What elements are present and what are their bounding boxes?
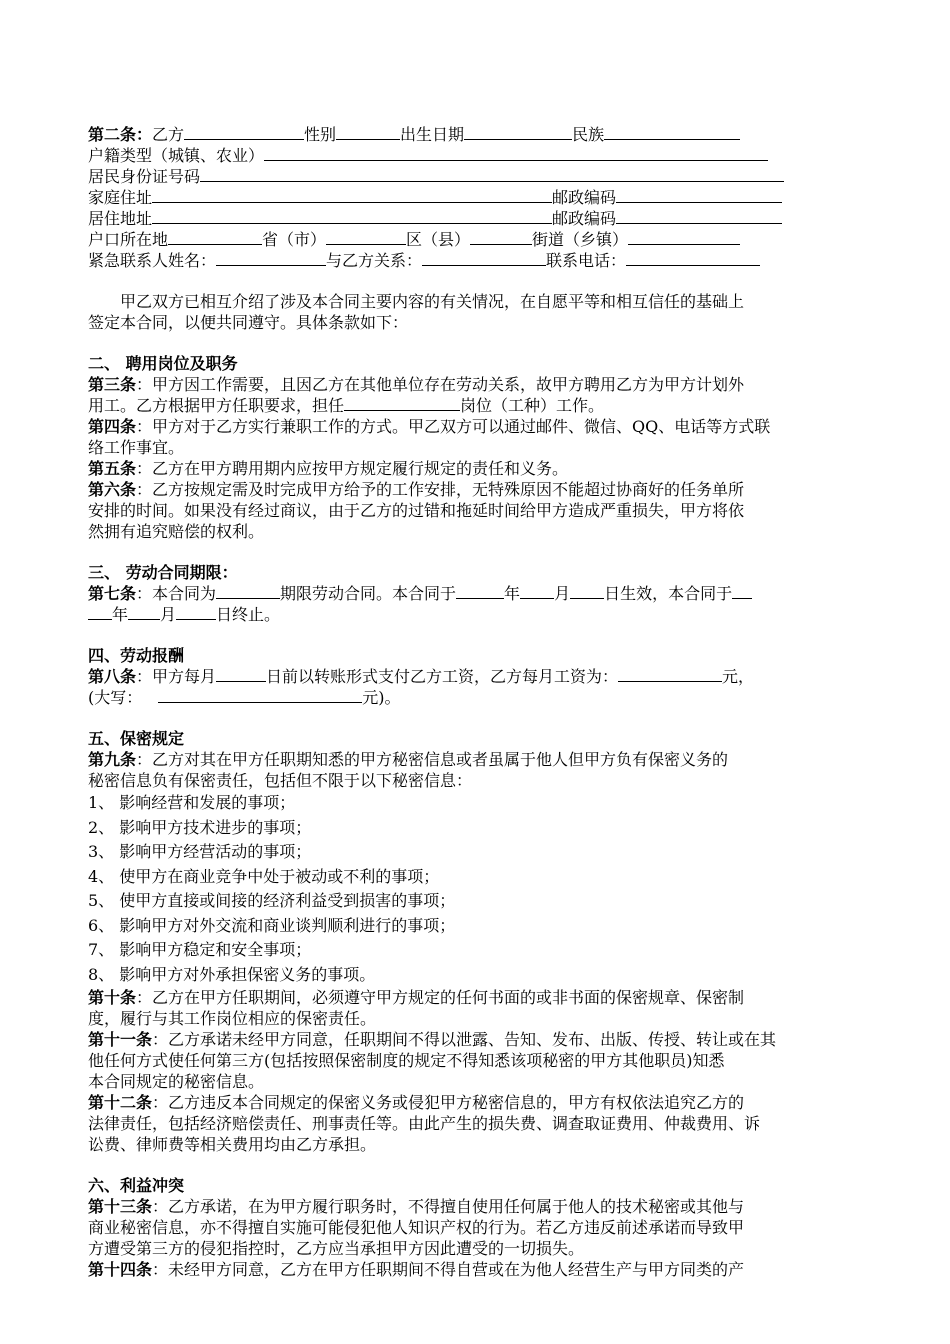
a3-text3: 岗位（工种）工作。 — [460, 396, 605, 415]
a5-line1 — [88, 458, 863, 479]
district-blank[interactable] — [326, 229, 406, 245]
street-name-blank[interactable] — [628, 229, 740, 245]
a11-text1: ：乙方承诺未经甲方同意，任职期间不得以泄露、告知、发布、出版、传授、转让或在其 — [152, 1030, 777, 1049]
hukou-loc-label: 户口所在地 — [88, 230, 169, 249]
a7-line1 — [88, 583, 863, 604]
intro-line1: 甲乙双方已相互介绍了涉及本合同主要内容的有关情况，在自愿平等和相互信任的基础上 — [120, 292, 745, 311]
a7-text2: 期限劳动合同。本合同于 — [280, 584, 457, 603]
a9-label: 第九条 — [88, 750, 137, 769]
a7-text1: ：本合同为 — [136, 584, 217, 603]
start-month-blank[interactable] — [520, 583, 554, 599]
start-day-blank[interactable] — [570, 583, 604, 599]
a7-month1: 月 — [554, 584, 571, 603]
province-label: 省（市） — [262, 230, 327, 249]
emergency-name-label: 紧急联系人姓名： — [88, 251, 217, 270]
a13-line2: 商业秘密信息，亦不得擅自实施可能侵犯他人知识产权的行为。若乙方违反前述承诺而导致甲 — [88, 1218, 745, 1237]
a14-line1 — [88, 1259, 863, 1280]
a9-text1: ：乙方对其在甲方任职期知悉的甲方秘密信息或者虽属于他人但甲方负有保密义务的 — [136, 750, 729, 769]
a10-line2: 度，履行与其工作岗位相应的保密责任。 — [88, 1009, 377, 1028]
a6-text1: ：乙方按规定需及时完成甲方给予的工作安排，无特殊原因不能超过协商好的任务单所 — [136, 480, 745, 499]
section-2-title: 二、 聘用岗位及职务 — [88, 354, 238, 373]
a11-label: 第十一条 — [88, 1030, 153, 1049]
hukou-type-label: 户籍类型（城镇、农业） — [88, 146, 265, 165]
a6-line2: 安排的时间。如果没有经过商议，由于乙方的过错和拖延时间给甲方造成严重损失，甲方将依 — [88, 501, 745, 520]
a5-label: 第五条 — [88, 459, 137, 478]
a12-line3: 讼费、律师费等相关费用均由乙方承担。 — [88, 1135, 377, 1154]
a4-label: 第四条 — [88, 417, 137, 436]
intro-line2: 签定本合同，以便共同遵守。具体条款如下： — [88, 313, 409, 332]
postcode2-label: 邮政编码 — [552, 209, 617, 228]
district-label: 区（县） — [406, 230, 471, 249]
id-number-label: 居民身份证号码 — [88, 167, 201, 186]
a2-line1 — [88, 124, 863, 145]
a12-text1: ：乙方违反本合同规定的保密义务或侵犯甲方秘密信息的，甲方有权依法追究乙方的 — [152, 1093, 745, 1112]
a8-label: 第八条 — [88, 667, 137, 686]
id-number-blank[interactable] — [200, 166, 784, 182]
gender-blank[interactable] — [336, 124, 400, 140]
street-blank[interactable] — [470, 229, 532, 245]
street-label: 街道（乡镇） — [532, 230, 629, 249]
a13-label: 第十三条 — [88, 1197, 153, 1216]
a10-text1: ：乙方在甲方任职期间，必须遵守甲方规定的任何书面的或非书面的保密规章、保密制 — [136, 988, 745, 1007]
a14-text1: ：未经甲方同意，乙方在甲方任职期间不得自营或在为他人经营生产与甲方同类的产 — [152, 1260, 745, 1279]
a11-line1 — [88, 1029, 863, 1050]
a2-line4 — [88, 187, 863, 208]
list-item: 4、 使甲方在商业竞争中处于被动或不利的事项； — [88, 866, 440, 886]
a9-line1 — [88, 749, 863, 770]
end-month-blank[interactable] — [128, 604, 160, 620]
a4-text1: ：甲方对于乙方实行兼职工作的方式。甲乙双方可以通过邮件、微信、QQ、电话等方式联 — [136, 417, 771, 436]
start-year-blank[interactable] — [456, 583, 504, 599]
relation-blank[interactable] — [422, 250, 546, 266]
a13-line1 — [88, 1196, 863, 1217]
a4-line2: 络工作事宜。 — [88, 438, 185, 457]
postcode-label: 邮政编码 — [552, 188, 617, 207]
a9-line2: 秘密信息负有保密责任，包括但不限于以下秘密信息： — [88, 771, 473, 790]
a7-year2: 年 — [112, 605, 129, 624]
ethnic-blank[interactable] — [604, 124, 740, 140]
postcode2-blank[interactable] — [616, 208, 782, 224]
emergency-name-blank[interactable] — [216, 250, 326, 266]
section-3-title: 三、 劳动合同期限： — [88, 563, 238, 582]
list-item: 3、 影响甲方经营活动的事项； — [88, 842, 312, 861]
a3-line1 — [88, 374, 863, 395]
a2-line3 — [88, 166, 863, 187]
section-6-title: 六、利益冲突 — [88, 1176, 185, 1195]
a6-line3: 然拥有追究赔偿的权利。 — [88, 522, 265, 541]
a7-month2: 月 — [160, 605, 177, 624]
a8-text3: 元， — [722, 667, 755, 686]
a2-line5 — [88, 208, 863, 229]
pay-day-blank[interactable] — [216, 666, 266, 682]
a6-label: 第六条 — [88, 480, 137, 499]
a8-line1 — [88, 666, 863, 687]
a8-line2 — [88, 687, 863, 708]
relation-label: 与乙方关系： — [326, 251, 423, 270]
phone-label: 联系电话： — [546, 251, 627, 270]
a8-text2: 日前以转账形式支付乙方工资，乙方每月工资为： — [266, 667, 619, 686]
hukou-type-blank[interactable] — [264, 145, 768, 161]
a11-line2: 他任何方式使任何第三方(包括按照保密制度的规定不得知悉该项秘密的甲方其他职员)知悉 — [88, 1051, 725, 1070]
list-item: 6、 影响甲方对外交流和商业谈判顺利进行的事项； — [88, 915, 456, 935]
end-year-blank-b[interactable] — [88, 604, 112, 620]
birth-blank[interactable] — [464, 124, 572, 140]
a12-label: 第十二条 — [88, 1093, 153, 1112]
salary-blank[interactable] — [618, 666, 722, 682]
a13-line3: 方遭受第三方的侵犯指控时，乙方应当承担甲方因此遭受的一切损失。 — [88, 1239, 585, 1258]
a11-line3: 本合同规定的秘密信息。 — [88, 1072, 265, 1091]
party-b-blank[interactable] — [184, 124, 304, 140]
home-addr-label: 家庭住址 — [88, 188, 153, 207]
end-day-blank[interactable] — [176, 604, 216, 620]
salary-words-blank[interactable] — [158, 687, 362, 703]
list-item: 2、 影响甲方技术进步的事项； — [88, 817, 312, 837]
party-b-label: 乙方 — [152, 125, 185, 144]
a3-text2: 用工。乙方根据甲方任职要求，担任 — [88, 396, 345, 415]
a8-text1: ：甲方每月 — [136, 667, 217, 686]
a5-text1: ：乙方在甲方聘用期内应按甲方规定履行规定的责任和义务。 — [136, 459, 569, 478]
live-addr-blank[interactable] — [152, 208, 552, 224]
secret-items-list — [88, 791, 863, 987]
a2-line6 — [88, 229, 863, 250]
a2-label: 第二条： — [88, 125, 153, 144]
position-blank[interactable] — [344, 395, 460, 411]
list-item: 1、 影响经营和发展的事项； — [88, 793, 296, 812]
postcode-blank[interactable] — [616, 187, 782, 203]
list-item: 7、 影响甲方稳定和安全事项； — [88, 940, 312, 959]
hukou-province-blank[interactable] — [168, 229, 262, 245]
a8-text4: (大写： — [88, 688, 143, 707]
a7-year1: 年 — [504, 584, 521, 603]
section-4-title: 四、劳动报酬 — [88, 646, 185, 665]
a7-label: 第七条 — [88, 584, 137, 603]
term-blank[interactable] — [216, 583, 280, 599]
end-year-blank-a[interactable] — [732, 583, 752, 599]
ethnic-label: 民族 — [572, 125, 605, 144]
a2-line7 — [88, 250, 863, 271]
a3-text1: ：甲方因工作需要，且因乙方在其他单位存在劳动关系，故甲方聘用乙方为甲方计划外 — [136, 375, 745, 394]
gender-label: 性别 — [304, 125, 337, 144]
home-addr-blank[interactable] — [152, 187, 552, 203]
a7-text3: 日生效，本合同于 — [604, 584, 733, 603]
phone-blank[interactable] — [626, 250, 760, 266]
a2-line2 — [88, 145, 863, 166]
section-5-title: 五、保密规定 — [88, 729, 185, 748]
list-item: 8、 影响甲方对外承担保密义务的事项。 — [88, 964, 376, 984]
a10-label: 第十条 — [88, 988, 137, 1007]
contract-page — [88, 124, 863, 1280]
a7-line2 — [88, 604, 863, 625]
a8-text5: 元)。 — [362, 688, 401, 707]
live-addr-label: 居住地址 — [88, 209, 153, 228]
a10-line1 — [88, 987, 863, 1008]
a3-label: 第三条 — [88, 375, 137, 394]
list-item: 5、 使甲方直接或间接的经济利益受到损害的事项； — [88, 891, 456, 910]
a12-line1 — [88, 1092, 863, 1113]
a13-text1: ：乙方承诺，在为甲方履行职务时，不得擅自使用任何属于他人的技术秘密或其他与 — [152, 1197, 745, 1216]
birth-label: 出生日期 — [400, 125, 465, 144]
a7-text4: 日终止。 — [216, 605, 281, 624]
a6-line1 — [88, 479, 863, 500]
a12-line2: 法律责任，包括经济赔偿责任、刑事责任等。由此产生的损失费、调查取证费用、仲裁费用、诉 — [88, 1114, 761, 1133]
a3-line2 — [88, 395, 863, 416]
a14-label: 第十四条 — [88, 1260, 153, 1279]
a4-line1 — [88, 416, 863, 437]
